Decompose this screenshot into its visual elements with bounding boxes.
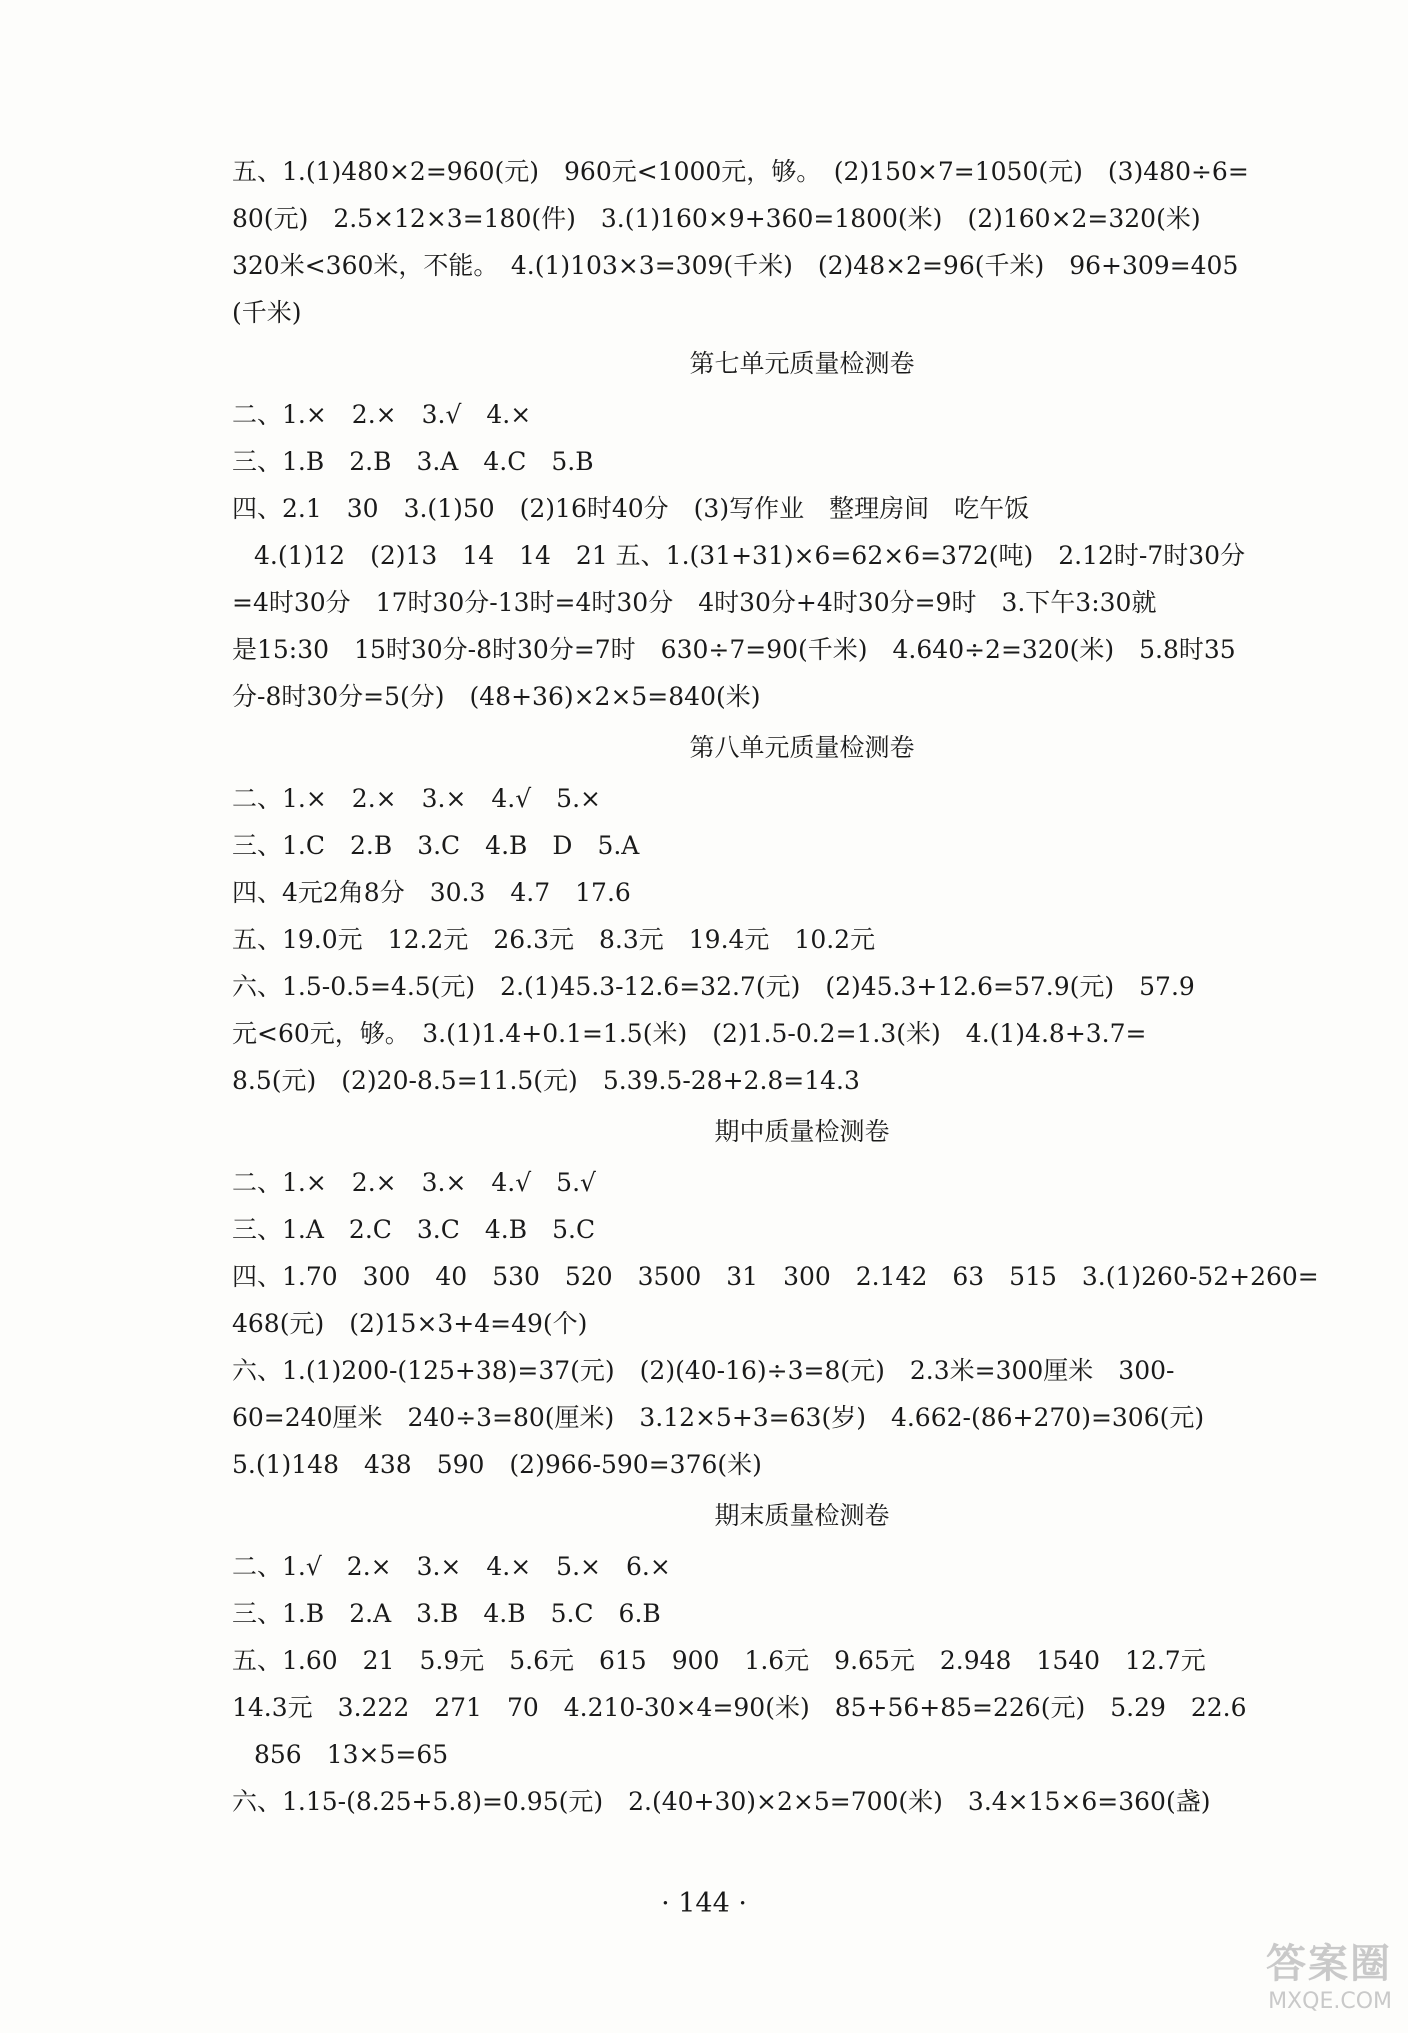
section-title: 期末质量检测卷 [714, 1501, 890, 1530]
text-line: 80(元) 2.5×12×3=180(件) 3.(1)160×9+360=1800(米) (2)160×2=320(米) [232, 204, 1201, 233]
text-line: 二、1.× 2.× 3.√ 4.× [232, 400, 532, 429]
text-line: 分-8时30分=5(分) (48+36)×2×5=840(米) [232, 682, 761, 711]
text-line: 320米<360米，不能。 4.(1)103×3=309(千米) (2)48×2=96(千米) 96+309=405 [232, 251, 1239, 280]
text-line: 二、1.× 2.× 3.× 4.√ 5.× [232, 784, 601, 813]
text-line: 五、19.0元 12.2元 26.3元 8.3元 19.4元 10.2元 [232, 925, 876, 954]
text-line: 5.(1)148 438 590 (2)966-590=376(米) [232, 1450, 762, 1479]
text-line: 元<60元，够。 3.(1)1.4+0.1=1.5(米) (2)1.5-0.2=1.3(米) 4.(1)4.8+3.7= [232, 1019, 1147, 1048]
section-title: 期中质量检测卷 [714, 1117, 890, 1146]
text-line: 二、1.√ 2.× 3.× 4.× 5.× 6.× [232, 1552, 671, 1581]
text-line: 是15:30 15时30分-8时30分=7时 630÷7=90(千米) 4.640÷2=320(米) 5.8时35 [232, 635, 1236, 664]
text-line: 五、1.(1)480×2=960(元) 960元<1000元，够。 (2)150×7=1050(元) (3)480÷6= [232, 157, 1249, 186]
top-block [232, 148, 1372, 336]
section-unit7 [232, 340, 1372, 720]
watermark-logo-text: 答案圈 [1266, 1941, 1392, 1987]
page-number: · 144 · [661, 1888, 747, 1919]
answer-page [232, 148, 1372, 1825]
text-line: 三、1.B 2.B 3.A 4.C 5.B [232, 447, 594, 476]
section-title: 第八单元质量检测卷 [689, 733, 915, 762]
text-line: 二、1.× 2.× 3.× 4.√ 5.√ [232, 1168, 596, 1197]
text-line: 六、1.5-0.5=4.5(元) 2.(1)45.3-12.6=32.7(元) (2)45.3+12.6=57.9(元) 57.9 [232, 972, 1195, 1001]
text-line: 856 13×5=65 [254, 1740, 449, 1769]
text-line: 三、1.C 2.B 3.C 4.B D 5.A [232, 831, 640, 860]
text-line: 14.3元 3.222 271 70 4.210-30×4=90(米) 85+56+85=226(元) 5.29 22.6 [232, 1693, 1247, 1722]
text-line: 三、1.B 2.A 3.B 4.B 5.C 6.B [232, 1599, 661, 1628]
watermark-logo [1242, 1939, 1392, 2023]
text-line: 8.5(元) (2)20-8.5=11.5(元) 5.39.5-28+2.8=14.3 [232, 1066, 860, 1095]
text-line: 四、2.1 30 3.(1)50 (2)16时40分 (3)写作业 整理房间 吃午饭 [232, 494, 1030, 523]
section-midterm [232, 1108, 1372, 1488]
text-line: =4时30分 17时30分-13时=4时30分 4时30分+4时30分=9时 3.下午3:30就 [232, 588, 1157, 617]
text-line: 四、4元2角8分 30.3 4.7 17.6 [232, 878, 631, 907]
text-line: 468(元) (2)15×3+4=49(个) [232, 1309, 588, 1338]
text-line: 六、1.(1)200-(125+38)=37(元) (2)(40-16)÷3=8(元) 2.3米=300厘米 300- [232, 1356, 1175, 1385]
section-title: 第七单元质量检测卷 [689, 349, 915, 378]
text-line: 六、1.15-(8.25+5.8)=0.95(元) 2.(40+30)×2×5=700(米) 3.4×15×6=360(盏) [232, 1787, 1211, 1816]
text-line: 三、1.A 2.C 3.C 4.B 5.C [232, 1215, 596, 1244]
text-line: 五、1.60 21 5.9元 5.6元 615 900 1.6元 9.65元 2.948 1540 12.7元 [232, 1646, 1206, 1675]
section-unit8 [232, 724, 1372, 1104]
text-line: (千米) [232, 298, 302, 327]
watermark-url: MXQE.COM [1268, 1989, 1392, 2014]
section-final [232, 1492, 1372, 1825]
text-line: 60=240厘米 240÷3=80(厘米) 3.12×5+3=63(岁) 4.662-(86+270)=306(元) [232, 1403, 1205, 1432]
text-line: 四、1.70 300 40 530 520 3500 31 300 2.142 63 515 3.(1)260-52+260= [232, 1262, 1319, 1291]
text-line: 4.(1)12 (2)13 14 14 21 五、1.(31+31)×6=62×6=372(吨) 2.12时-7时30分 [254, 541, 1246, 570]
